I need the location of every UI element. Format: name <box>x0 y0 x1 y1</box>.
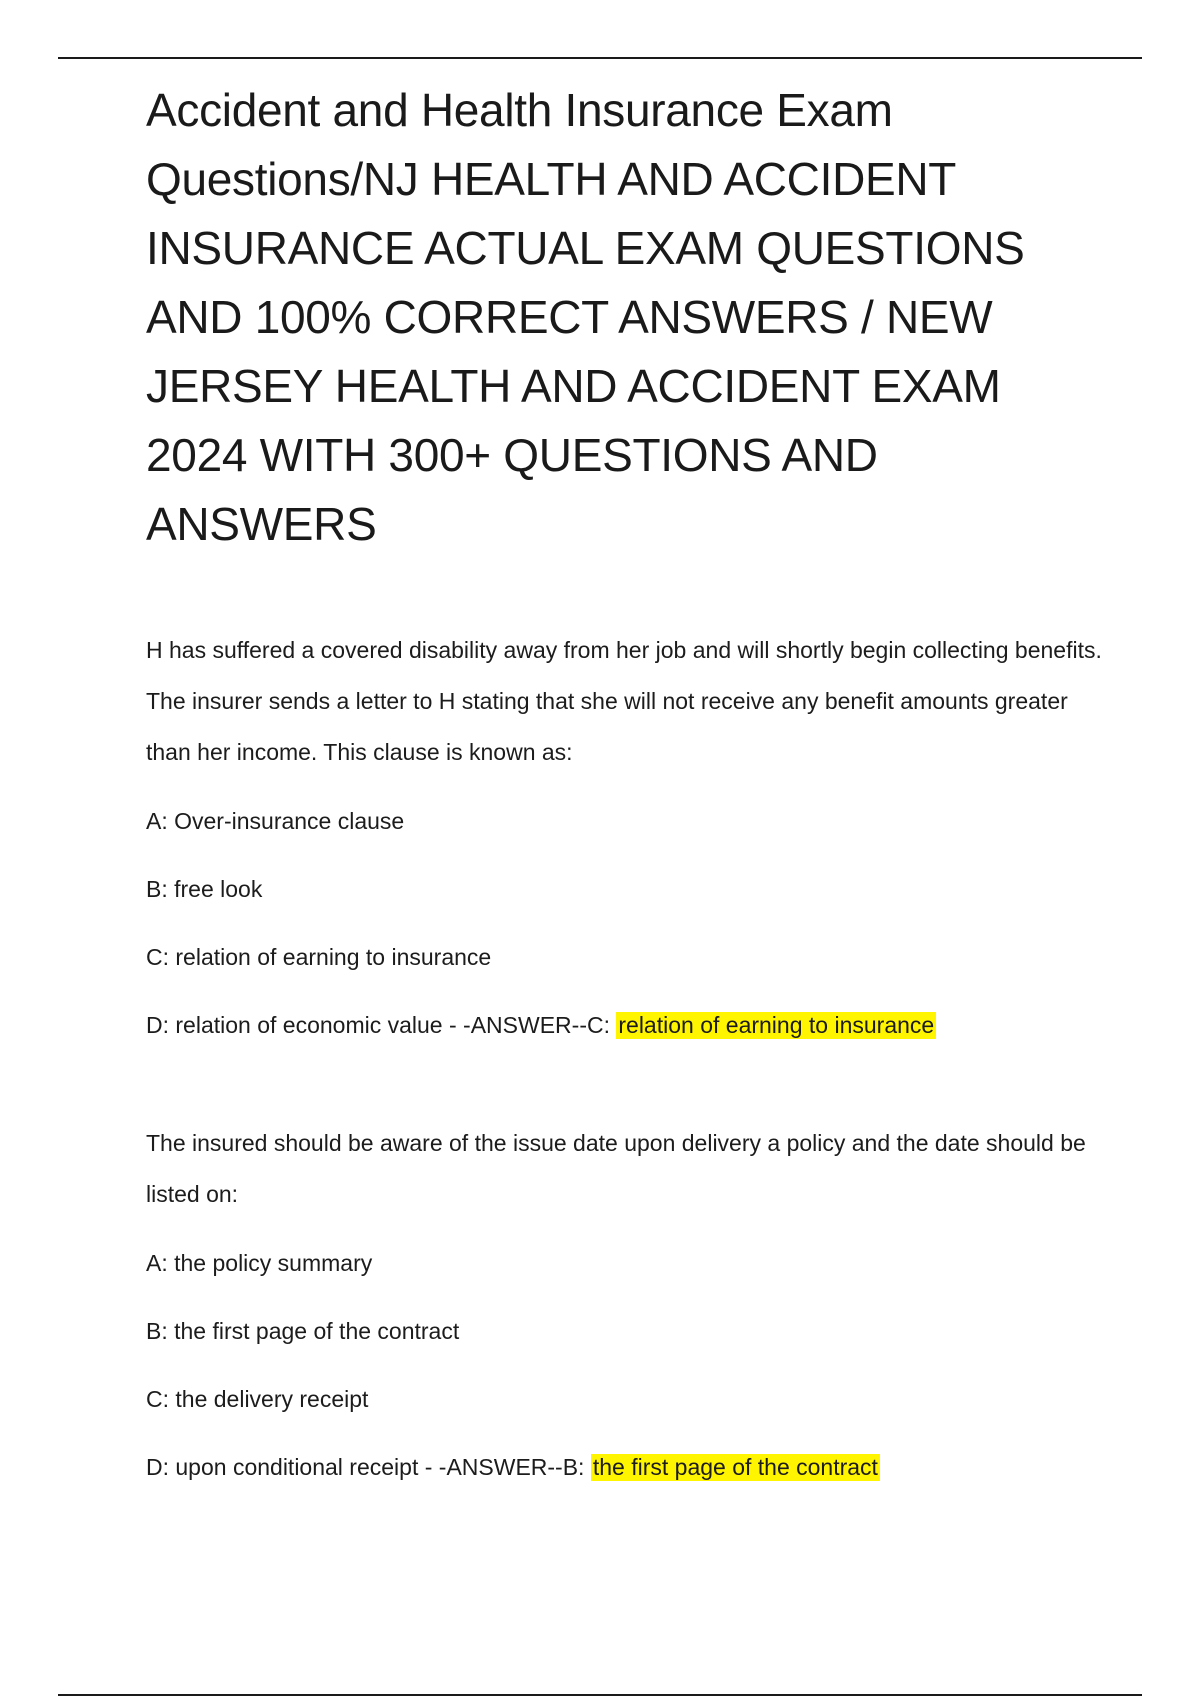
question-2-answer-highlight: the first page of the contract <box>592 1454 878 1480</box>
question-1-option-d: D: relation of economic value <box>146 1012 443 1038</box>
question-2-option-c: C: the delivery receipt <box>146 1386 369 1412</box>
question-2 <box>146 1118 1106 1482</box>
question-1 <box>146 625 1106 1040</box>
document-title: Accident and Health Insurance Exam Questions/NJ HEALTH AND ACCIDENT INSURANCE ACTUAL EXAM QUESTIONS AND 100% CORRECT ANSWERS / NEW JERSEY HEALTH AND ACCIDENT EXAM 2024 WITH 300+ QUESTIONS AND ANSWERS <box>146 84 1025 550</box>
question-1-option-d-line <box>146 1010 1106 1040</box>
question-2-answer-prefix: - -ANSWER--B: <box>418 1454 591 1480</box>
question-2-option-b: B: the first page of the contract <box>146 1318 460 1344</box>
question-2-option-d: D: upon conditional receipt <box>146 1454 419 1480</box>
bottom-rule <box>58 1694 1142 1696</box>
question-1-option-b: B: free look <box>146 876 263 902</box>
question-1-option-c: C: relation of earning to insurance <box>146 944 492 970</box>
question-1-answer-highlight: relation of earning to insurance <box>618 1012 935 1038</box>
question-2-option-d-line <box>146 1452 1106 1482</box>
question-2-text: The insured should be aware of the issue date upon delivery a policy and the date should be listed on: <box>146 1130 1086 1207</box>
top-rule <box>58 57 1142 59</box>
question-2-option-a: A: the policy summary <box>146 1250 373 1276</box>
question-1-option-a: A: Over-insurance clause <box>146 808 405 834</box>
question-1-text: H has suffered a covered disability away from her job and will shortly begin collecting benefits. The insurer sends a letter to H stating that she will not receive any benefit amounts greater than her income. This clause is known as: <box>146 637 1102 765</box>
question-1-answer-prefix: - -ANSWER--C: <box>442 1012 617 1038</box>
document-page <box>146 76 1106 1482</box>
